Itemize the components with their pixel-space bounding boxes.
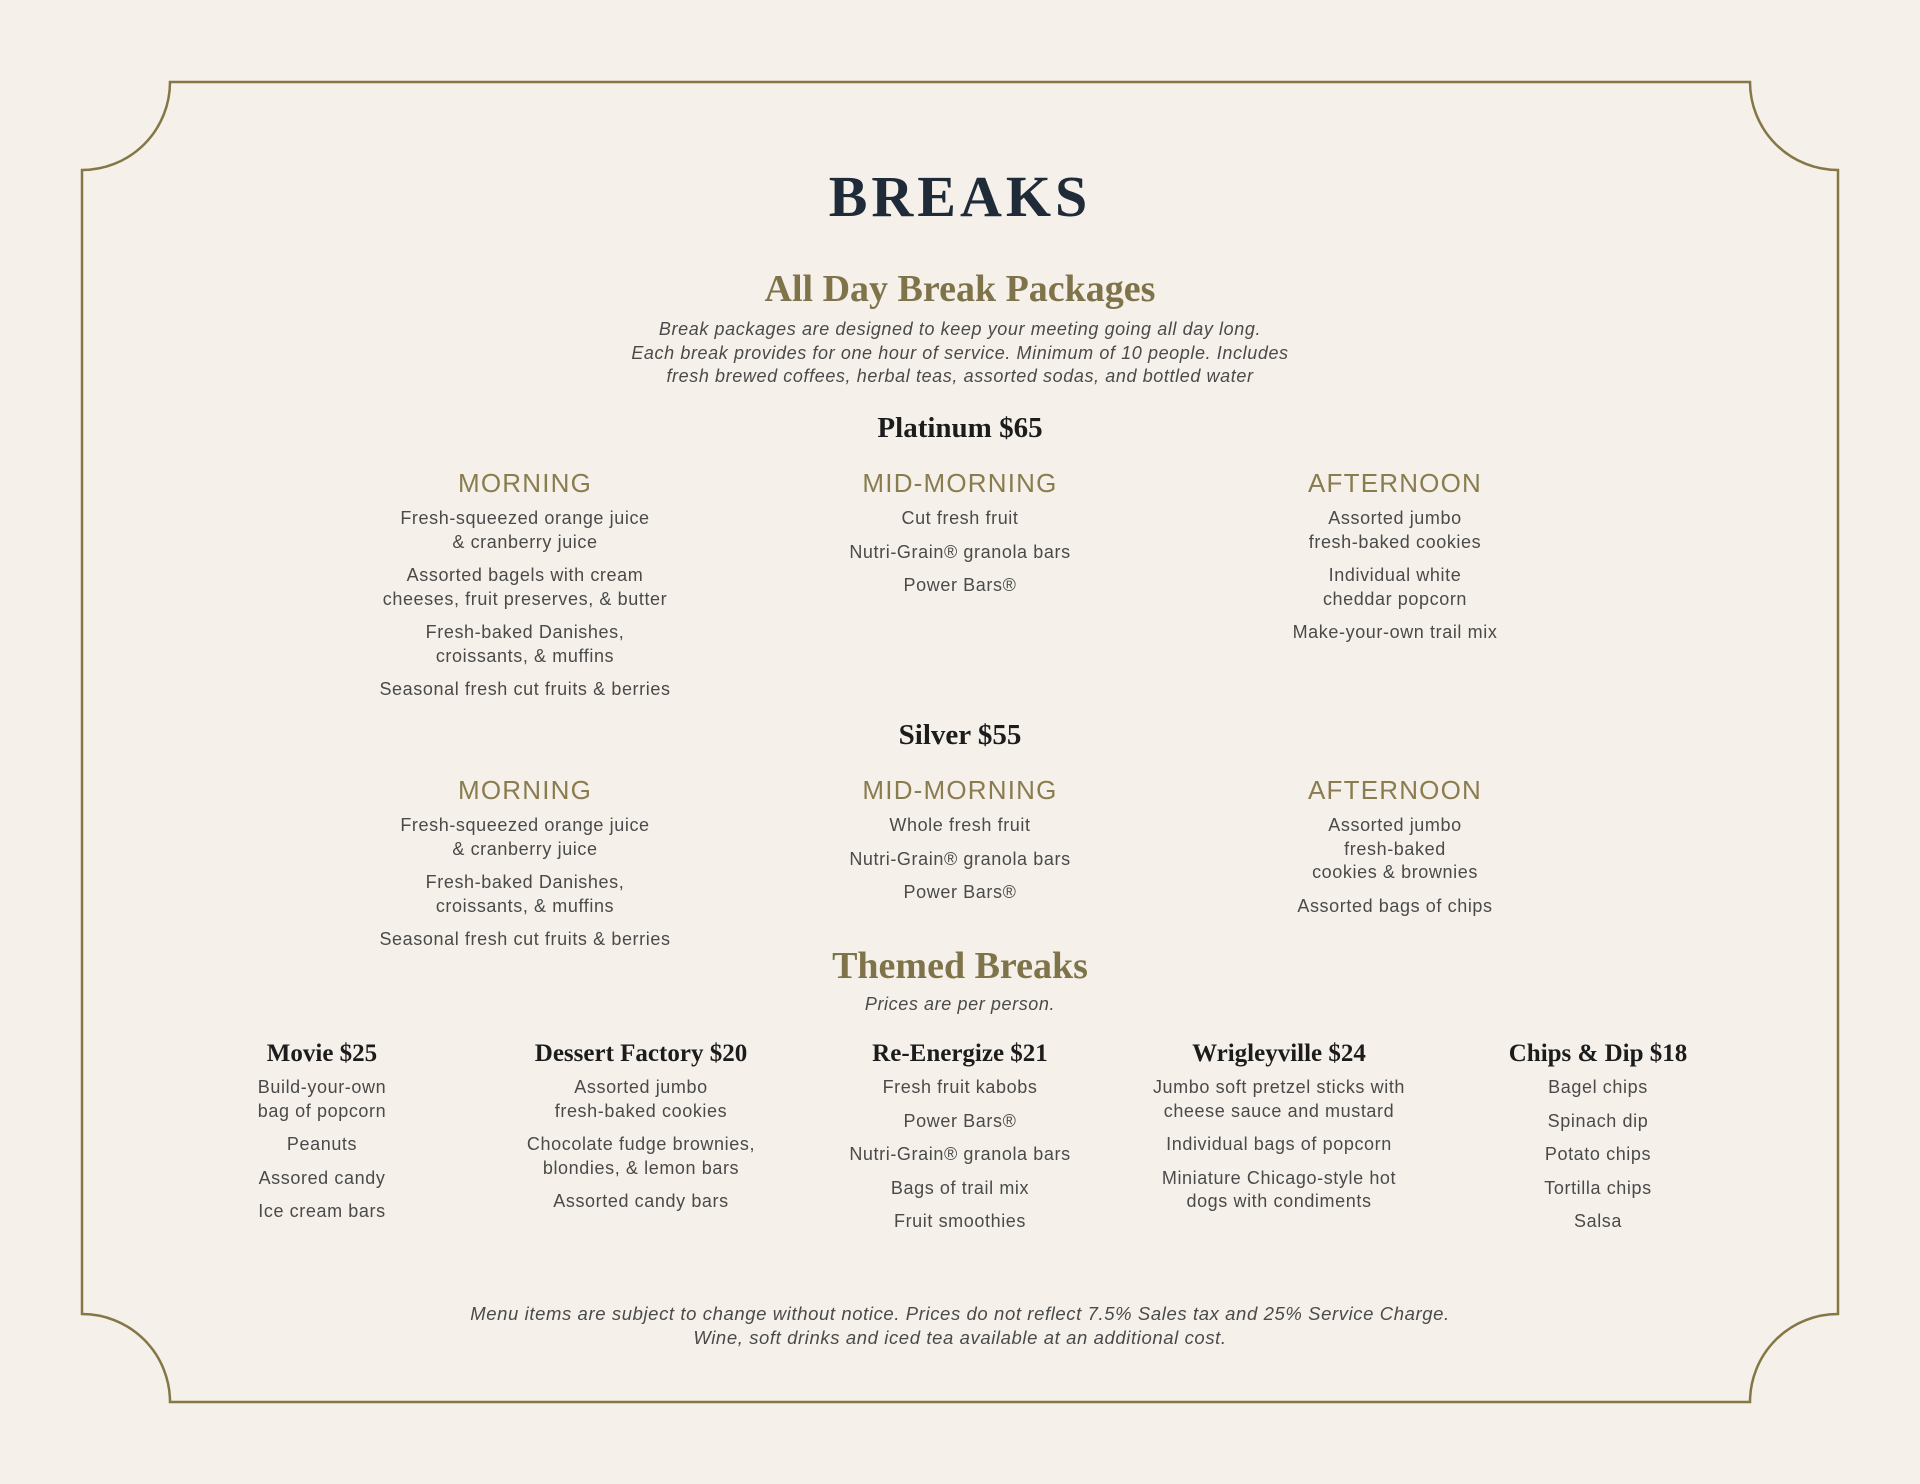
themed-note: Prices are per person. [864,994,1056,1014]
column-heading: MORNING [457,468,593,498]
footer-note [0,1302,1920,1350]
menu-item: Cut fresh fruit [901,508,1019,528]
menu-item: Nutri-Grain® granola bars [849,1144,1071,1164]
menu-item: Assorted candy bars [553,1191,729,1211]
menu-item: Miniature Chicago-style hot dogs with condiments [1161,1167,1397,1211]
column-heading: MID-MORNING [862,775,1058,805]
menu-item: Jumbo soft pretzel sticks with cheese sauce and mustard [1152,1077,1406,1121]
menu-item: Ice cream bars [258,1201,386,1221]
themed-column-heading: Wrigleyville $24 [1192,1040,1366,1067]
column-heading: MID-MORNING [862,468,1058,498]
menu-item: Fresh fruit kabobs [882,1077,1038,1097]
themed-column-re-energize [810,1038,1110,1244]
menu-item: Fresh-squeezed orange juice & cranberry juice [400,508,650,552]
menu-item: Assorted bagels with cream cheeses, fruit preserves, & butter [382,565,668,609]
menu-item: Bagel chips [1548,1077,1648,1097]
themed-column-heading: Re-Energize $21 [872,1040,1048,1067]
menu-item: Whole fresh fruit [889,815,1031,835]
themed-column-heading: Dessert Factory $20 [534,1040,748,1067]
themed-column-heading: Movie $25 [266,1040,378,1067]
menu-item: Nutri-Grain® granola bars [849,541,1071,562]
themed-column-movie [172,1038,472,1234]
menu-item: Assorted bags of chips [1297,895,1493,916]
platinum-mid-morning-column [750,466,1170,608]
menu-item: Power Bars® [903,575,1017,595]
menu-item: Fresh-baked Danishes, croissants, & muffins [425,872,625,916]
menu-item: Individual bags of popcorn [1166,1134,1392,1154]
menu-item: Salsa [1573,1211,1623,1231]
menu-item: Power Bars® [903,1110,1017,1131]
menu-item: Chocolate fudge brownies, blondies, & lemon bars [526,1134,756,1178]
silver-mid-morning-column [750,773,1170,915]
menu-item: Tortilla chips [1544,1177,1652,1198]
intro-line: Each break provides for one hour of service. Minimum of 10 people. Includes [631,342,1289,363]
tier-silver-heading: Silver $55 [898,719,1022,751]
menu-item: Peanuts [286,1134,358,1154]
themed-column-chips-dip [1448,1038,1748,1244]
menu-item: Make-your-own trail mix [1292,622,1498,642]
page-title: BREAKS [828,164,1092,229]
menu-item: Seasonal fresh cut fruits & berries [379,679,671,699]
menu-item: Fruit smoothies [893,1211,1027,1231]
all-day-intro [0,318,1920,389]
silver-afternoon-column [1185,773,1605,928]
intro-line: Break packages are designed to keep your meeting going all day long. [658,319,1262,339]
column-heading: MORNING [457,775,593,805]
themed-breaks-heading: Themed Breaks [832,945,1088,987]
themed-column-heading: Chips & Dip $18 [1508,1040,1688,1067]
menu-item: Spinach dip [1547,1110,1649,1131]
column-heading: AFTERNOON [1307,468,1483,498]
menu-item: Nutri-Grain® granola bars [849,848,1071,869]
themed-column-dessert-factory [491,1038,791,1224]
intro-line: fresh brewed coffees, herbal teas, assorted sodas, and bottled water [666,366,1254,386]
menu-item: Power Bars® [903,882,1017,902]
menu-item: Build-your-own bag of popcorn [257,1077,387,1121]
menu-item: Fresh-squeezed orange juice & cranberry juice [400,815,650,859]
menu-item: Potato chips [1544,1144,1652,1164]
platinum-afternoon-column [1185,466,1605,655]
menu-item: Individual white cheddar popcorn [1322,565,1468,609]
all-day-heading: All Day Break Packages [764,268,1156,310]
footer-line: Wine, soft drinks and iced tea available at an additional cost. [693,1327,1227,1348]
silver-morning-column [315,773,735,962]
footer-line: Menu items are subject to change without notice. Prices do not reflect 7.5% Sales tax and 25% Service Charge. [470,1303,1450,1324]
platinum-morning-column [315,466,735,712]
menu-item: Seasonal fresh cut fruits & berries [379,929,671,949]
menu-item: Fresh-baked Danishes, croissants, & muffins [425,622,625,666]
menu-item: Assorted jumbo fresh-baked cookies [554,1077,728,1121]
themed-column-wrigleyville [1129,1038,1429,1224]
menu-item: Bags of trail mix [890,1177,1030,1198]
tier-platinum-heading: Platinum $65 [877,412,1043,444]
column-heading: AFTERNOON [1307,775,1483,805]
menu-item: Assorted jumbo fresh-baked cookies & brownies [1312,815,1478,882]
menu-item: Assorted jumbo fresh-baked cookies [1308,508,1482,552]
menu-item: Assored candy [258,1167,386,1188]
